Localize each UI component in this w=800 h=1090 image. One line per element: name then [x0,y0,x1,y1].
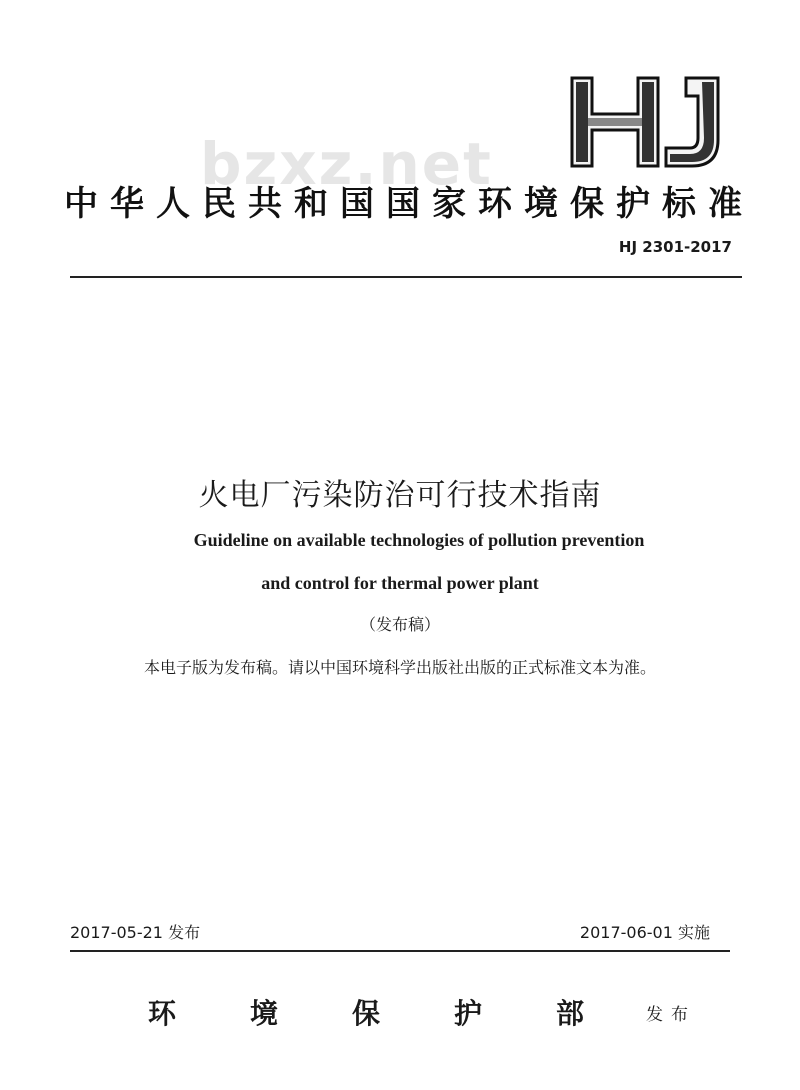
publish-date: 2017-05-21 发布 [70,923,201,942]
hj-logo [568,74,728,170]
issuer-char-3: 保 [352,997,381,1030]
document-title-english-line1: Guideline on available technologies of pollution prevention [193,530,645,550]
issue-verb: 发布 [646,1005,696,1025]
edition-notice: 本电子版为发布稿。请以中国环境科学出版社出版的正式标准文本为准。 [143,658,656,677]
watermark-text: bzxz.net [200,130,493,198]
issuing-authority-title: 中华人民共和国国家环境保护标准 [64,184,754,224]
document-title-english-line2: and control for thermal power plant [261,573,539,593]
issuer-char-1: 环 [148,997,177,1030]
issuer-char-5: 部 [556,997,585,1030]
implement-date: 2017-06-01 实施 [579,923,710,942]
bottom-divider [70,950,730,952]
top-divider [70,276,742,278]
standard-code: HJ 2301-2017 [618,238,732,256]
issuer-char-4: 护 [454,997,483,1030]
hj-logo-graphic [568,74,728,170]
document-title-chinese: 火电厂污染防治可行技术指南 [198,478,602,513]
draft-label: （发布稿） [359,615,440,634]
issuer-char-2: 境 [250,997,279,1030]
